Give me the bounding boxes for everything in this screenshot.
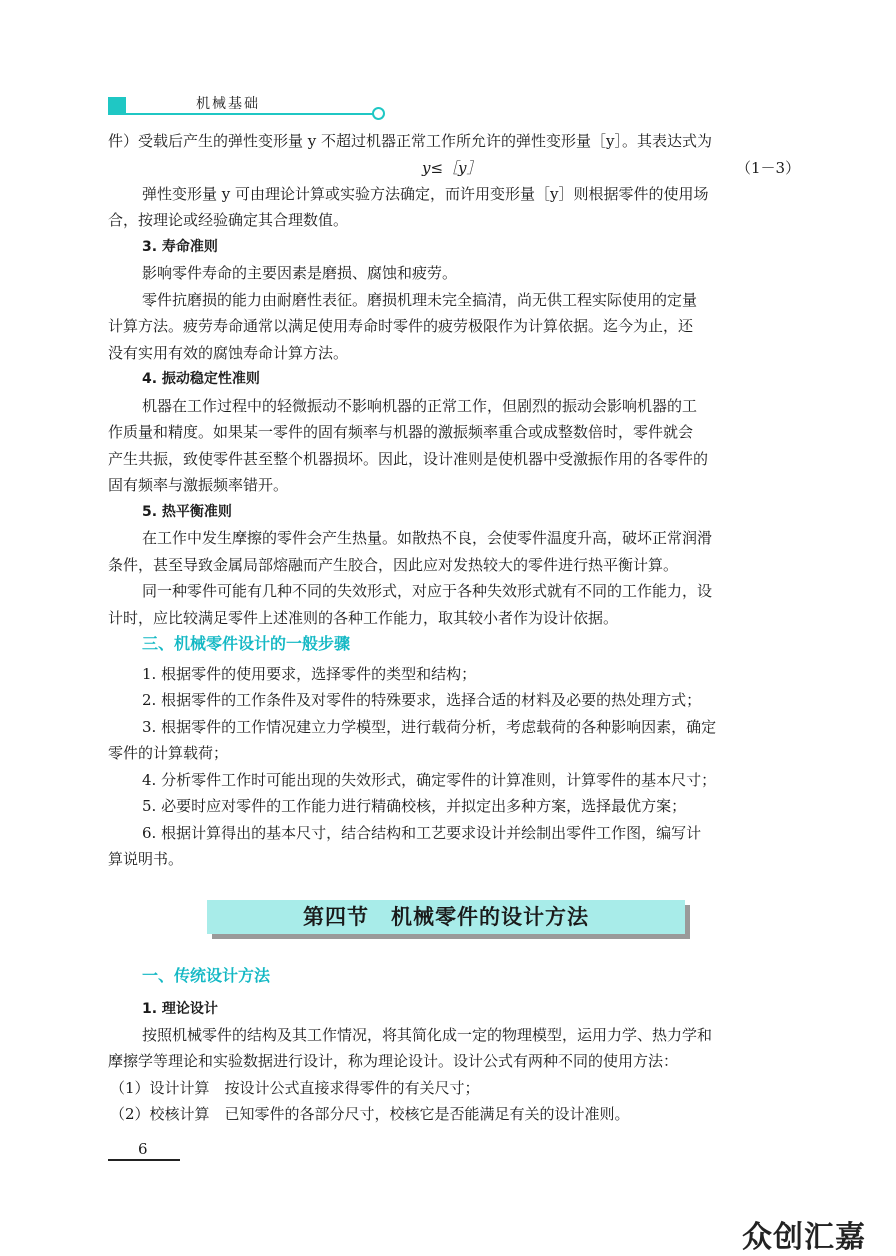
list-item: 2. 根据零件的工作条件及对零件的特殊要求，选择合适的材料及必要的热处理方式； xyxy=(142,691,702,709)
body-line: 没有实用有效的腐蚀寿命计算方法。 xyxy=(108,344,349,362)
body-line: 计算方法。疲劳寿命通常以满足使用寿命时零件的疲劳极限作为计算依据。迄今为止，还 xyxy=(108,317,694,335)
list-item: （2）校核计算 已知零件的各部分尺寸，校核它是否能满足有关的设计准则。 xyxy=(110,1105,630,1123)
list-item: 3. 根据零件的工作情况建立力学模型，进行载荷分析，考虑载荷的各种影响因素，确定 xyxy=(142,718,717,736)
list-item: 4. 分析零件工作时可能出现的失效形式，确定零件的计算准则，计算零件的基本尺寸； xyxy=(142,771,717,789)
subheading: 3. 寿命准则 xyxy=(142,239,218,255)
formula-number: （1－3） xyxy=(736,159,801,177)
running-header-title: 机械基础 xyxy=(196,96,260,112)
list-item: 5. 必要时应对零件的工作能力进行精确校核，并拟定出多种方案，选择最优方案； xyxy=(142,797,687,815)
page-number: 6 xyxy=(138,1140,148,1158)
section-heading: 三、机械零件设计的一般步骤 xyxy=(142,634,351,653)
subheading: 4. 振动稳定性准则 xyxy=(142,371,260,387)
list-item-continuation: 零件的计算载荷； xyxy=(108,744,229,762)
header-marker xyxy=(108,97,126,115)
list-item: 6. 根据计算得出的基本尺寸，结合结构和工艺要求设计并绘制出零件工作图，编写计 xyxy=(142,824,702,842)
watermark-logo: 众创汇嘉 xyxy=(742,1220,866,1255)
subheading: 5. 热平衡准则 xyxy=(142,504,232,520)
section-title: 第四节 机械零件的设计方法 xyxy=(303,904,589,929)
body-line: 作质量和精度。如果某一零件的固有频率与机器的激振频率重合或成整数倍时，零件就会 xyxy=(108,423,694,441)
page-number-rule xyxy=(108,1159,180,1161)
section-heading: 一、传统设计方法 xyxy=(142,966,271,985)
body-line: 合，按理论或经验确定其合理数值。 xyxy=(108,211,349,229)
body-line: 固有频率与激振频率错开。 xyxy=(108,476,289,494)
body-line: 按照机械零件的结构及其工作情况，将其简化成一定的物理模型，运用力学、热力学和 xyxy=(142,1026,713,1044)
body-line: 摩擦学等理论和实验数据进行设计，称为理论设计。设计公式有两种不同的使用方法： xyxy=(108,1052,679,1070)
body-line: 产生共振，致使零件甚至整个机器损坏。因此，设计准则是使机器中受激振作用的各零件的 xyxy=(108,450,709,468)
body-line: 弹性变形量 y 可由理论计算或实验方法确定，而许用变形量［y］则根据零件的使用场 xyxy=(142,185,709,203)
body-line: 机器在工作过程中的轻微振动不影响机器的正常工作，但剧烈的振动会影响机器的工 xyxy=(142,397,698,415)
list-item: 1. 根据零件的使用要求，选择零件的类型和结构； xyxy=(142,665,477,683)
list-item-continuation: 算说明书。 xyxy=(108,850,184,868)
body-line: 条件，甚至导致金属局部熔融而产生胶合，因此应对发热较大的零件进行热平衡计算。 xyxy=(108,556,679,574)
header-circle-ornament xyxy=(372,107,385,120)
body-line: 在工作中发生摩擦的零件会产生热量。如散热不良，会使零件温度升高，破坏正常润滑 xyxy=(142,529,713,547)
subheading: 1. 理论设计 xyxy=(142,1001,218,1017)
list-item: （1）设计计算 按设计公式直接求得零件的有关尺寸； xyxy=(110,1079,480,1097)
header-rule xyxy=(126,113,376,115)
body-line: 计时，应比较满足零件上述准则的各种工作能力，取其较小者作为设计依据。 xyxy=(108,609,619,627)
formula-expression: y≤［y］ xyxy=(422,159,482,177)
body-line: 零件抗磨损的能力由耐磨性表征。磨损机理未完全搞清，尚无供工程实际使用的定量 xyxy=(142,291,698,309)
body-line: 件）受载后产生的弹性变形量 y 不超过机器正常工作所允许的弹性变形量［y］。其表达式为 xyxy=(108,132,712,150)
body-line: 影响零件寿命的主要因素是磨损、腐蚀和疲劳。 xyxy=(142,264,458,282)
body-line: 同一种零件可能有几种不同的失效形式，对应于各种失效形式就有不同的工作能力，设 xyxy=(142,582,713,600)
